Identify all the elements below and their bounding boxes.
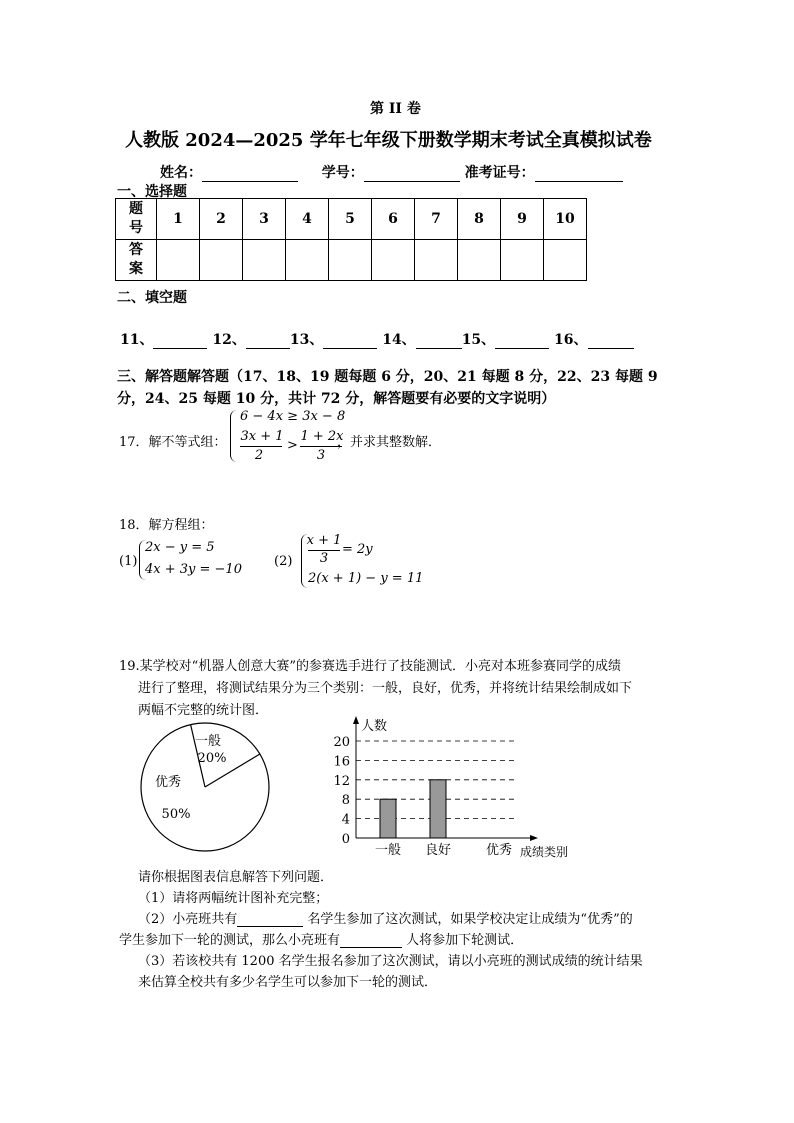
- bar-series: [380, 780, 446, 838]
- answer-cell[interactable]: [458, 240, 501, 281]
- answer-cell[interactable]: [501, 240, 544, 281]
- blank-line[interactable]: [323, 334, 377, 349]
- q19-q2-blank-2[interactable]: [340, 933, 402, 948]
- section1-heading: 一、选择题: [117, 184, 187, 200]
- q17-right-numerator: 1 + 2x: [300, 429, 344, 444]
- blank-line[interactable]: [153, 334, 207, 349]
- x-category-label: 良好: [424, 843, 452, 858]
- pie-label-average: 一般: [194, 734, 222, 749]
- bar-y-ticks: [333, 735, 350, 847]
- bar-x-categories: [375, 842, 512, 858]
- exam-no-label: 准考证号：: [464, 165, 535, 181]
- q19-prompt: 请你根据图表信息解答下列问题．: [138, 870, 334, 885]
- answer-cell[interactable]: [157, 240, 200, 281]
- pie-chart: [130, 720, 280, 855]
- number-cell: 9: [501, 199, 544, 240]
- blank-label: 14、: [382, 332, 416, 348]
- q17-label: 17．解不等式组：: [119, 435, 227, 450]
- q17-brace: [230, 410, 237, 462]
- pie-percent-excellent: 50%: [161, 807, 191, 822]
- number-cell: 5: [329, 199, 372, 240]
- name-label: 姓名：: [160, 165, 202, 181]
- number-row: [116, 199, 587, 240]
- blank-label: 16、: [554, 332, 588, 348]
- q19-q2-blank-1[interactable]: [237, 912, 303, 927]
- y-tick-label: 12: [333, 773, 350, 789]
- q17-inequality-1: 6 − 4x ≥ 3x − 8: [240, 409, 346, 424]
- y-axis-label: 人数: [361, 719, 388, 734]
- q19-intro-line3: 两幅不完整的统计图．: [138, 703, 269, 718]
- answer-cell[interactable]: [544, 240, 587, 281]
- x-category-label: 优秀: [485, 843, 513, 858]
- q18-part2-denominator: 3: [319, 551, 329, 566]
- q17-right-fraction-bar: [300, 446, 342, 447]
- exam-no-blank[interactable]: [535, 167, 623, 182]
- student-info-row: [160, 162, 623, 182]
- q18-part1-eq1: 2x − y = 5: [145, 540, 215, 555]
- blank-label: 12、: [212, 332, 246, 348]
- page-title: 人教版 2024—2025 学年七年级下册数学期末考试全真模拟试卷: [125, 130, 652, 151]
- answer-cell[interactable]: [329, 240, 372, 281]
- bar: [430, 780, 446, 838]
- answer-cell[interactable]: [200, 240, 243, 281]
- number-row-header: 题 号: [116, 199, 157, 240]
- q19-question3-line1: （3）若该校共有 1200 名学生报名参加了这次测试，请以小亮班的测试成绩的统计结果: [138, 954, 643, 969]
- q18-part2-eq2: 2(x + 1) − y = 11: [308, 571, 424, 586]
- blank-label: 13、: [289, 332, 324, 348]
- q19-q2-text-d: 人将参加下轮测试．: [406, 933, 524, 948]
- fill-blank-row: [120, 329, 634, 349]
- number-cell: 1: [157, 199, 200, 240]
- name-blank[interactable]: [202, 167, 298, 182]
- pie-percent-average: 20%: [197, 751, 227, 766]
- q17-left-fraction-bar: [240, 446, 282, 447]
- bar: [380, 799, 396, 838]
- q18-part2-numerator: x + 1: [306, 533, 342, 548]
- section3-heading-line1: 三、解答题解答题（17、18、19 题每题 6 分，20、21 每题 8 分，22、23 每题 9: [117, 369, 658, 385]
- y-tick-label: 8: [341, 793, 350, 809]
- answer-cell[interactable]: [372, 240, 415, 281]
- q17-tail: ，并求其整数解．: [337, 435, 442, 450]
- answer-cell[interactable]: [286, 240, 329, 281]
- section2-heading: 二、填空题: [117, 290, 187, 306]
- q17-greater-than: >: [287, 438, 298, 453]
- x-category-label: 一般: [374, 843, 402, 858]
- number-cell: 8: [458, 199, 501, 240]
- x-axis-arrow: [530, 835, 538, 841]
- bar-chart: [318, 716, 588, 864]
- q19-intro-line2: 进行了整理，将测试结果分为三个类别：一般，良好，优秀，并将统计结果绘制成如下: [138, 681, 633, 696]
- q19-question2-line1: [138, 908, 633, 927]
- q19-q2-text-c: 学生参加下一轮的测试，那么小亮班有: [119, 933, 341, 948]
- id-blank[interactable]: [364, 167, 460, 182]
- y-tick-label: 0: [341, 832, 350, 847]
- y-axis-arrow: [353, 716, 359, 724]
- q18-part1-eq2: 4x + 3y = −10: [145, 562, 242, 577]
- q17-left-denominator: 2: [254, 448, 264, 463]
- id-label: 学号：: [321, 165, 364, 181]
- y-tick-label: 20: [333, 735, 350, 750]
- volume-label: 第 II 卷: [370, 101, 421, 117]
- q18-part1-label: (1): [119, 554, 138, 569]
- section3-heading-line2: 分，24、25 每题 10 分，共计 72 分，解答题要有必要的文字说明）: [117, 391, 556, 407]
- q18-label: 18．解方程组：: [119, 518, 214, 533]
- q19-question1: （1）请将两幅统计图补充完整；: [138, 891, 329, 906]
- number-cell: 4: [286, 199, 329, 240]
- q19-intro-line1: 19.某学校对“机器人创意大赛”的参赛选手进行了技能测试．小亮对本班参赛同学的成绩: [119, 659, 621, 674]
- q19-question2-line2: [119, 929, 523, 948]
- blank-line[interactable]: [416, 334, 462, 349]
- number-cell: 6: [372, 199, 415, 240]
- pie-label-excellent: 优秀: [154, 775, 182, 790]
- y-tick-label: 16: [333, 754, 350, 770]
- answer-table: [115, 198, 587, 281]
- answer-cell[interactable]: [415, 240, 458, 281]
- answer-cell[interactable]: [243, 240, 286, 281]
- blank-label: 11、: [120, 332, 154, 348]
- number-cell: 7: [415, 199, 458, 240]
- number-cell: 3: [243, 199, 286, 240]
- blank-label: 15、: [461, 332, 496, 348]
- blank-line[interactable]: [246, 334, 290, 349]
- q19-question3-line2: 来估算全校共有多少名学生可以参加下一轮的测试．: [138, 975, 438, 990]
- q18-part2-rhs: = 2y: [342, 542, 373, 557]
- number-cell: 2: [200, 199, 243, 240]
- q18-part2-label: (2): [274, 554, 293, 569]
- q19-q2-text-a: （2）小亮班共有: [138, 912, 238, 927]
- q17-left-numerator: 3x + 1: [240, 429, 284, 444]
- blank-line[interactable]: [495, 334, 549, 349]
- number-cell: 10: [544, 199, 587, 240]
- q19-q2-text-b: 名学生参加了这次测试，如果学校决定让成绩为“优秀”的: [307, 912, 633, 927]
- x-axis-label: 成绩类别: [520, 845, 569, 859]
- answer-row: [116, 240, 587, 281]
- q17-right-denominator: 3: [316, 448, 326, 463]
- answer-row-header: 答 案: [116, 240, 157, 281]
- y-tick-label: 4: [341, 812, 350, 828]
- blank-line[interactable]: [588, 334, 634, 349]
